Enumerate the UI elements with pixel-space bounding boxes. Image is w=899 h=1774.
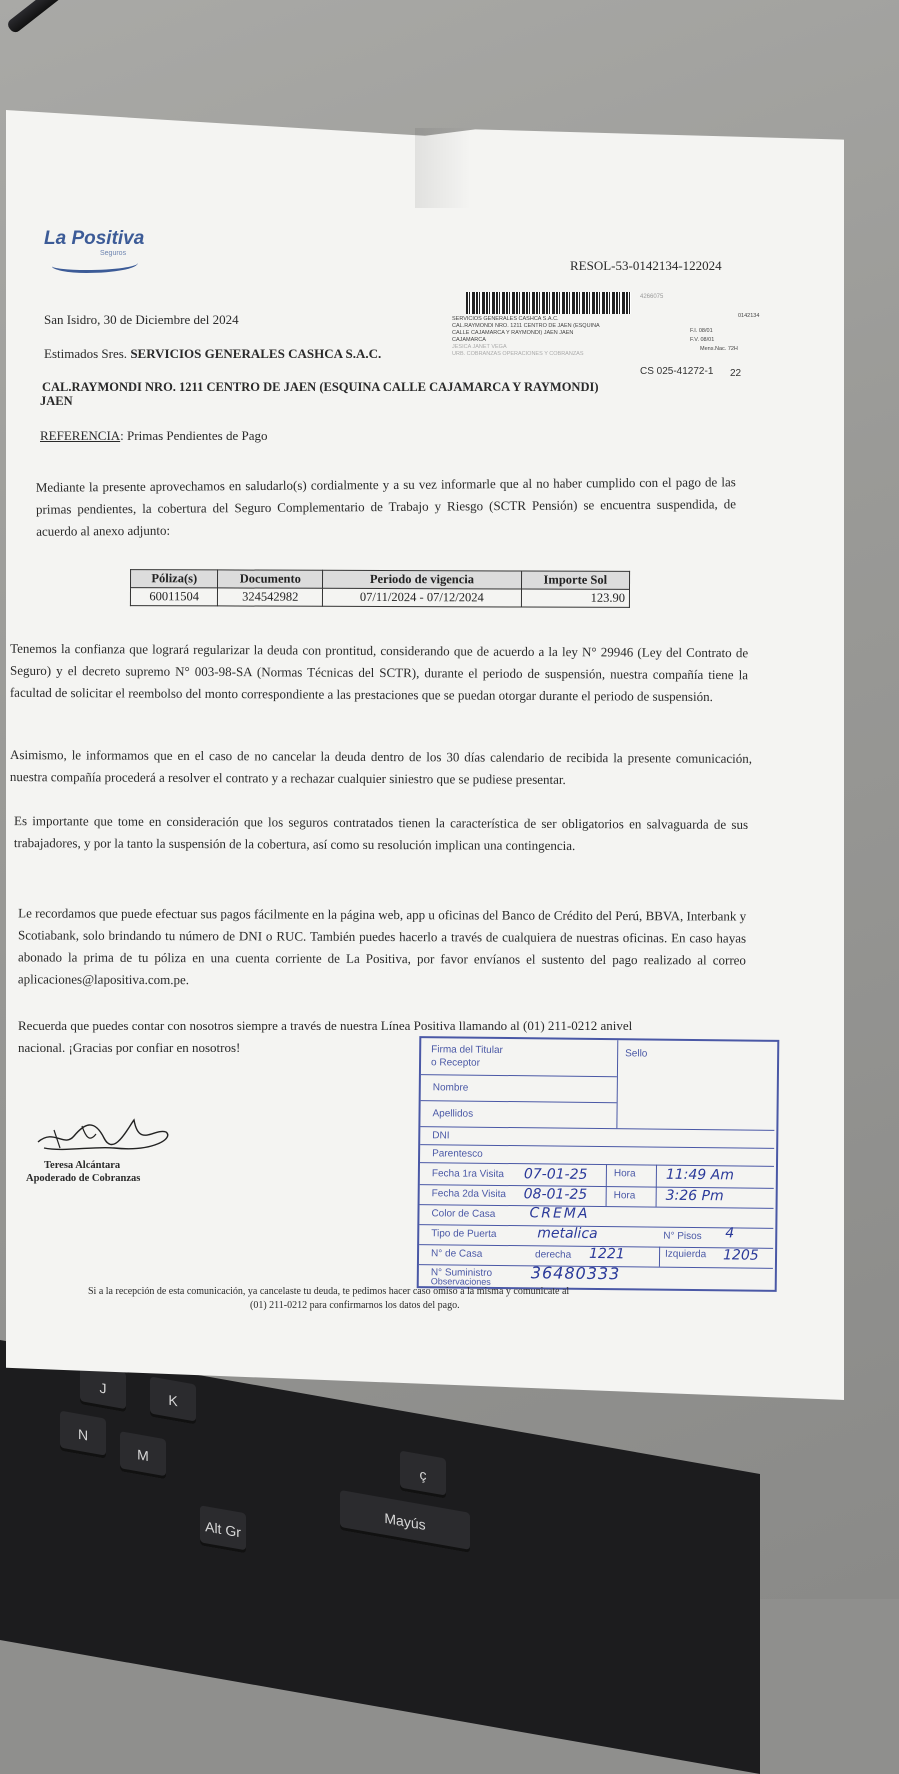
stamp-fecha-2: Fecha 2da Visita xyxy=(431,1188,507,1201)
cs-code: CS 025-41272-1 xyxy=(640,366,714,377)
paragraph-obligatorio: Es importante que tome en consideración que los seguros contratados tienen la característica de ser obligatorios en salvaguarda de sus trabajadores, y por la tanto la suspensión de la cobertura, así como su resolución implican una contingencia. xyxy=(13,813,749,854)
stamp-firma-2: o Receptor xyxy=(430,1057,481,1069)
stamp-hora-1: Hora xyxy=(613,1168,636,1180)
stamp-tipo-puerta: Tipo de Puerta xyxy=(431,1228,497,1240)
paragraph-pagos: Le recordamos que puede efectuar sus pagos fácilmente en la página web, app u oficinas del Banco de Crédito del Perú, BBVA, Interbank y Scotiabank, solo brindando tu número de DNI o RUC. También puedes hacerlo a través de cualquiera de nuestras oficinas. En caso hayas abonado la prima de tu póliza en una cuenta corriente de La Positiva, por favor envíanos el sustento del pago realizado al correo aplicaciones@lapositiva.com.pe. xyxy=(17,905,747,988)
stamp-firma: Firma del Titular xyxy=(431,1044,503,1056)
stamp-fecha-1-value: 07-01-25 xyxy=(523,1166,588,1183)
paragraph-linea-1: Recuerda que puedes contar con nosotros siempre a través de nuestra Línea Positiva llamando al (01) 211-0212 anivel xyxy=(18,1018,633,1033)
stamp-pisos-value: 4 xyxy=(725,1225,735,1242)
footer-line-1: Si a la recepción de esta comunicación, ya cancelaste tu deuda, te pedimos hacer caso omiso a la misma y comunicate al xyxy=(88,1286,570,1297)
stamp-fecha-2-value: 08-01-25 xyxy=(523,1186,588,1203)
barcode-number: 4266075 xyxy=(640,294,664,300)
signer-name: Teresa Alcántara xyxy=(44,1160,121,1171)
barcode-icon xyxy=(466,292,631,314)
key-shift: Mayús xyxy=(340,1490,470,1553)
stamp-derecha-value: 1221 xyxy=(588,1245,625,1263)
stamp-suministro: N° Suministro xyxy=(430,1267,493,1279)
table-row: 60011504 324542982 07/11/2024 - 07/12/2024 123.90 xyxy=(130,588,629,608)
stamp-apellidos: Apellidos xyxy=(432,1108,474,1120)
greeting: Estimados Sres. SERVICIOS GENERALES CASHCA S.A.C. xyxy=(44,346,382,361)
stamp-color: Color de Casa xyxy=(431,1208,496,1220)
paragraph-plazo: Asimismo, le informamos que en el caso de no cancelar la deuda dentro de los 30 días calendario de recibida la presente comunicación, nuestra compañía procederá a resolver el contrato y a rechazar cualquier siniestro que se pudiese presentar. xyxy=(9,747,753,787)
paragraph-linea-2: nacional. ¡Gracias por confiar en nosotros! xyxy=(18,1040,241,1055)
key-m: M xyxy=(120,1431,166,1479)
stamp-suministro-value: 36480333 xyxy=(530,1263,621,1284)
key-altgr: Alt Gr xyxy=(200,1505,246,1553)
policy-table xyxy=(130,569,630,608)
stamp-n-casa: N° de Casa xyxy=(430,1248,483,1260)
stamp-izquierda-value: 1205 xyxy=(722,1247,759,1264)
signature-icon xyxy=(34,1108,174,1162)
key-j: J xyxy=(80,1364,126,1412)
logo-subtitle: Seguros xyxy=(100,250,127,257)
stamp-fecha-1: Fecha 1ra Visita xyxy=(431,1168,505,1181)
stamp-hora-2: Hora xyxy=(613,1190,636,1202)
col-documento: Documento xyxy=(218,570,323,588)
delivery-stamp xyxy=(417,1036,780,1292)
col-periodo: Periodo de vigencia xyxy=(323,570,521,589)
stamp-izquierda: Izquierda xyxy=(665,1248,707,1261)
stamp-tipo-puerta-value: metalica xyxy=(537,1225,598,1242)
resolution-code: RESOL-53-0142134-122024 xyxy=(570,258,722,273)
mail-label-meta: 0142134 F.I. 08/01 F.V. 08/01 Mens.Nac. 72H xyxy=(690,313,760,352)
key-k: K xyxy=(150,1376,196,1424)
col-importe: Importe Sol xyxy=(521,571,629,589)
col-poliza: Póliza(s) xyxy=(131,570,219,588)
place-date: San Isidro, 30 de Diciembre del 2024 xyxy=(44,312,239,327)
stamp-pisos: N° Pisos xyxy=(663,1230,702,1243)
paragraph-ley: Tenemos la confianza que logrará regularizar la deuda con prontitud, considerando que de acuerdo a la ley N° 29946 (Ley del Contrato de Seguro) y el decreto supremo N° 003-98-SA (Normas Técnicas del SCTR), durante el periodo de suspensión, nuestra compañía tiene la facultad de solicitar el reembolso del monto correspondiente a las prestaciones que se puedan otorgar durante el periodo de suspensión. xyxy=(9,640,749,705)
reference: REFERENCIA: Primas Pendientes de Pago xyxy=(40,428,268,443)
stamp-nombre: Nombre xyxy=(432,1082,469,1094)
signer-role: Apoderado de Cobranzas xyxy=(26,1173,141,1184)
stamp-sello: Sello xyxy=(625,1048,648,1060)
company-logo: La Positiva xyxy=(44,228,145,249)
mail-address-label: SERVICIOS GENERALES CASHCA S.A.C. CAL.RAYMONDI NRO. 1211 CENTRO DE JAEN (ESQUINA CALLE CAJAMARCA Y RAYMONDI) JAEN JAEN CAJAMARCA JESICA JANET VEGA URB. COBRANZAS OPERACIONES Y COBRANZAS xyxy=(452,316,600,357)
address-line-1: CAL.RAYMONDI NRO. 1211 CENTRO DE JAEN (ESQUINA CALLE CAJAMARCA Y RAYMONDI) xyxy=(42,380,599,394)
stamp-parentesco: Parentesco xyxy=(432,1148,483,1160)
paper-tear xyxy=(415,128,471,208)
stamp-hora-1-value: 11:49 Am xyxy=(665,1166,734,1184)
intro-paragraph: Mediante la presente aprovechamos en saludarlo(s) cordialmente y a su vez informarle que al no haber cumplido con el pago de las primas pendientes, la cobertura del Seguro Complementario de Trabajo y Riesgo (SCTR Pensión) se encuentra suspendida, de acuerdo al anexo adjunto: xyxy=(35,474,737,539)
cs-number: 22 xyxy=(730,368,742,379)
stamp-observaciones: Observaciones xyxy=(430,1276,491,1287)
stamp-derecha: derecha xyxy=(534,1249,572,1261)
footer-line-2: (01) 211-0212 para confirmarnos los datos del pago. xyxy=(250,1300,460,1311)
stamp-dni: DNI xyxy=(432,1130,450,1142)
key-n: N xyxy=(60,1411,106,1459)
stamp-hora-2-value: 3:26 Pm xyxy=(665,1187,724,1205)
key-c-cedilla: ç xyxy=(400,1451,446,1499)
address-line-2: JAEN xyxy=(40,394,73,408)
stamp-color-value: CREMA xyxy=(529,1205,590,1222)
